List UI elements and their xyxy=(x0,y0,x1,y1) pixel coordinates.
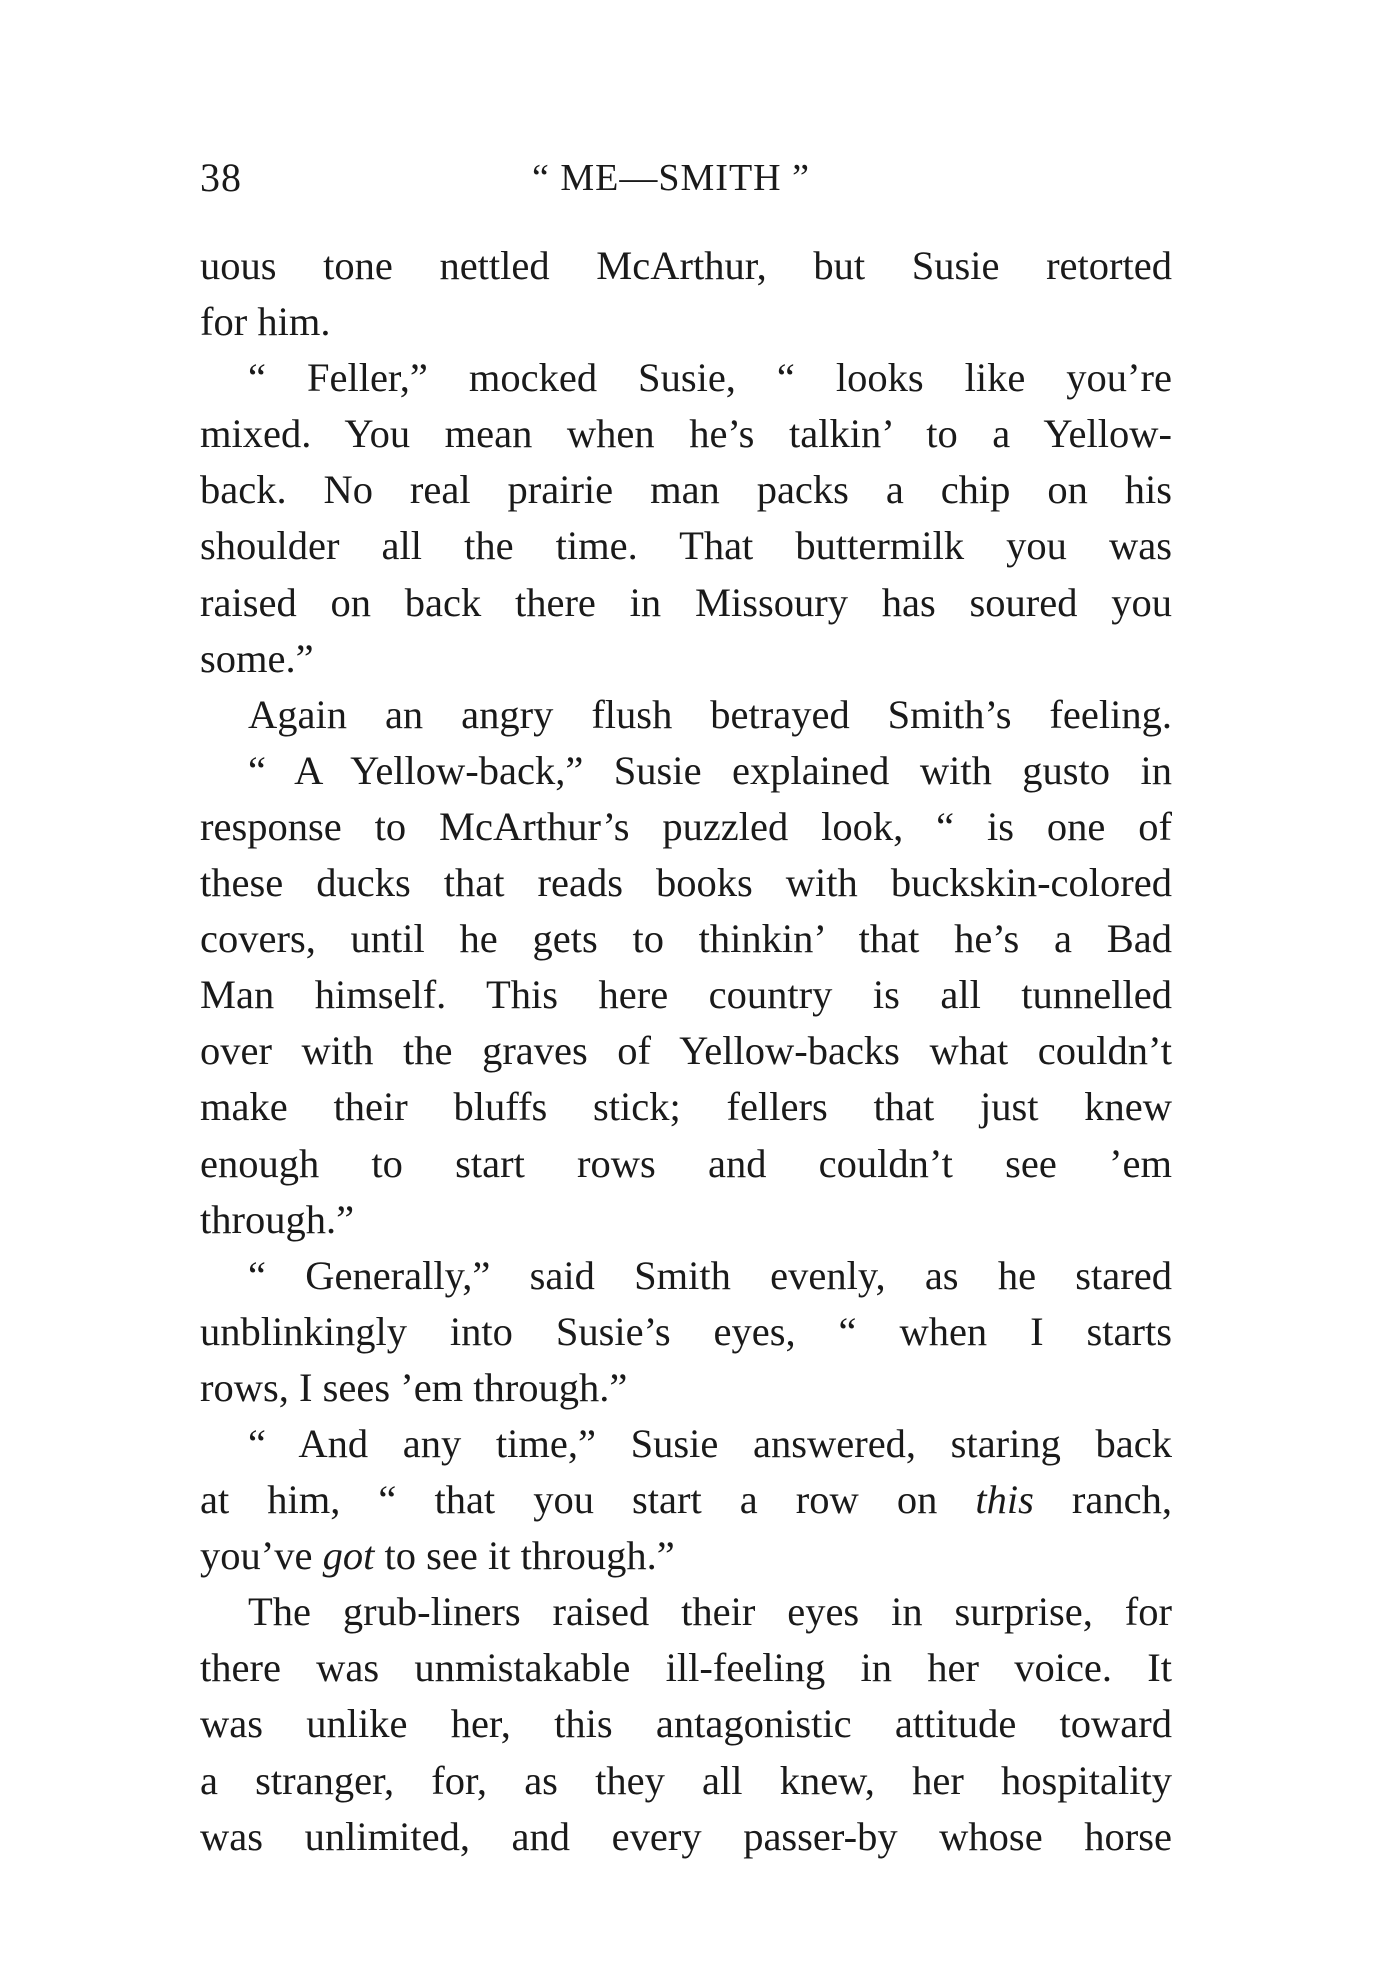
body-text xyxy=(200,238,1172,1865)
line-text: to see it through.” xyxy=(374,1533,675,1579)
text-line: The grub-liners raised their eyes in surprise, for xyxy=(248,1589,1172,1635)
running-title: “ ME—SMITH ” xyxy=(532,157,810,199)
text-line: “ A Yellow-back,” Susie explained with gusto in xyxy=(248,747,1172,793)
line-text: ranch, xyxy=(1033,1477,1172,1523)
text-line: was unlike her, this antagonistic attitude toward xyxy=(200,1701,1172,1747)
page-number: 38 xyxy=(200,155,242,200)
text-line: back. No real prairie man packs a chip on his xyxy=(200,467,1172,513)
text-line xyxy=(200,1472,1172,1528)
text-line xyxy=(200,1528,1172,1584)
text-line: rows, I sees ’em through.” xyxy=(200,1364,628,1410)
text-line: “ And any time,” Susie answered, staring back xyxy=(248,1420,1172,1466)
italic-word: this xyxy=(975,1477,1034,1523)
line-text: you’ve xyxy=(200,1533,323,1579)
text-line: “ Generally,” said Smith evenly, as he stared xyxy=(248,1252,1172,1298)
text-line: there was unmistakable ill-feeling in her voice. It xyxy=(200,1645,1172,1691)
text-line: was unlimited, and every passer-by whose horse xyxy=(200,1813,1172,1859)
text-line: covers, until he gets to thinkin’ that he’s a Bad xyxy=(200,916,1172,962)
text-line: enough to start rows and couldn’t see ’em xyxy=(200,1140,1172,1186)
text-line: “ Feller,” mocked Susie, “ looks like you’re xyxy=(248,355,1172,401)
text-line: Man himself. This here country is all tunnelled xyxy=(200,972,1172,1018)
text-line: for him. xyxy=(200,299,331,345)
text-line: some.” xyxy=(200,635,314,681)
text-line: unblinkingly into Susie’s eyes, “ when I starts xyxy=(200,1308,1172,1354)
text-line: uous tone nettled McArthur, but Susie retorted xyxy=(200,243,1172,288)
text-line: these ducks that reads books with buckskin-colored xyxy=(200,860,1172,906)
text-line: make their bluffs stick; fellers that just knew xyxy=(200,1084,1172,1130)
text-line: through.” xyxy=(200,1196,355,1242)
text-line: response to McArthur’s puzzled look, “ is one of xyxy=(200,803,1172,849)
page-header xyxy=(200,148,1172,208)
line-text: at him, “ that you start a row on xyxy=(200,1477,976,1523)
text-line: shoulder all the time. That buttermilk you was xyxy=(200,523,1172,569)
text-line: mixed. You mean when he’s talkin’ to a Yellow- xyxy=(200,411,1172,457)
text-line: Again an angry flush betrayed Smith’s feeling. xyxy=(248,691,1172,737)
italic-word: got xyxy=(322,1533,375,1579)
text-line: raised on back there in Missoury has soured you xyxy=(200,579,1172,625)
text-line: over with the graves of Yellow-backs what couldn’t xyxy=(200,1028,1172,1074)
text-line: a stranger, for, as they all knew, her hospitality xyxy=(200,1757,1172,1803)
